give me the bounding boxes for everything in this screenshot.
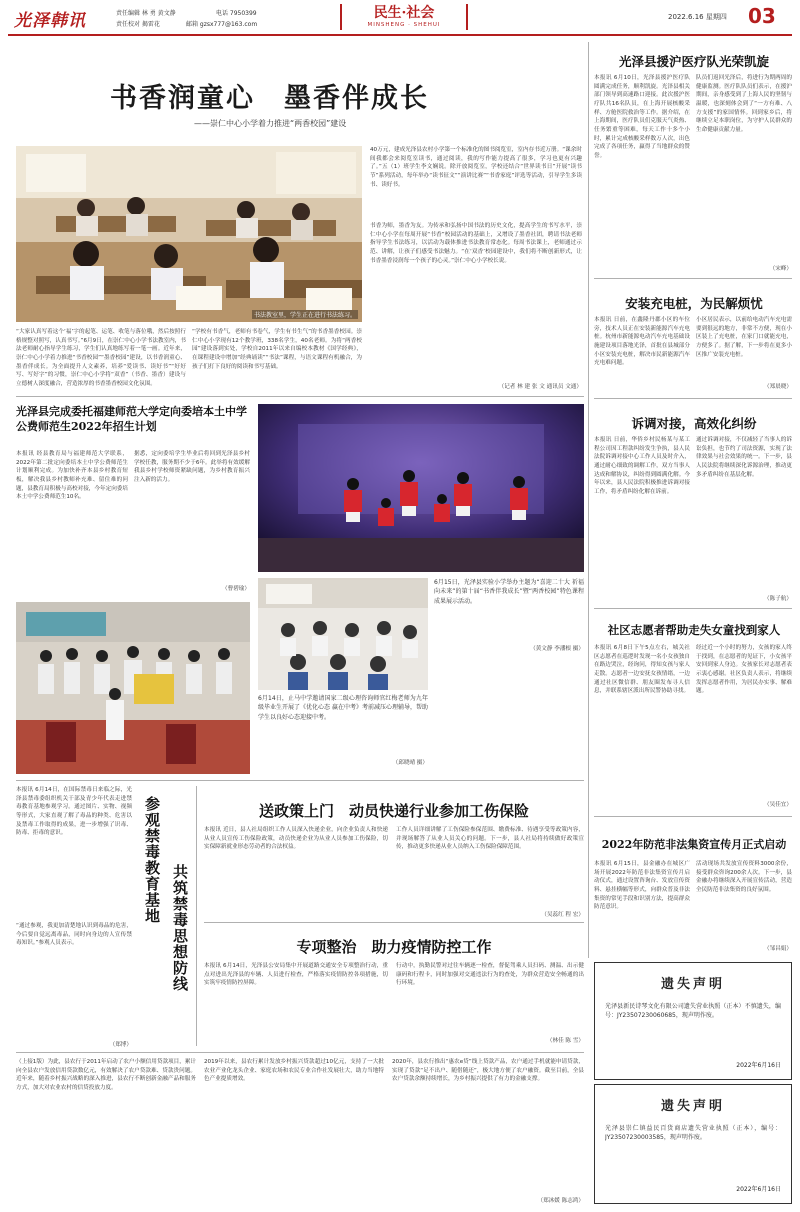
stage-caption-1-byline: （邱晓晴 摄）	[392, 760, 428, 766]
charger-col-1: 本报讯 日前，在鑫隆丹郡小区的车位旁，技术人员正在安装新能源汽车充电桩。杭州市新能源电动汽车充电基础设施建设项目落地光泽，首批在县城部分小区安装充电桩，解决市民新能源汽车充电难问题。	[594, 317, 690, 367]
lead-col-2: “学校有书香气，老师有书卷气，学生有书生气”的书香墨香校园。崇仁中心小学现有12个教学班，338名学生，40名老师。为将“两香校园”建设落到实处，学校自2011年以来自编校本教材《国学经典》，在课程建设中增加“经典诵读”“书法”课程，与语文课程有机融合，为孩子们打下良好的阅读和书写基础。	[192, 329, 362, 370]
economy-col-2: 2019年以来，县农行累计发放乡村振兴贷款超过10亿元，支持了一大批农业产业化龙头企业、家庭农场和农民专业合作社发展壮大，助力当地特色产业提质增效。	[204, 1059, 384, 1083]
classroom-photo	[16, 602, 250, 774]
scam-col-2: 活动现场共发放宣传资料3000余份，接受群众咨询200余人次。下一步，县金融办将继续深入开展宣传活动，营造全民防范非法集资的良好氛围。	[696, 861, 792, 893]
section-title: 民生·社会	[373, 5, 435, 21]
lost-notice-1-title: 遗失声明	[660, 977, 725, 992]
drugs-col-1: 本报讯 6月14日，在国际禁毒日来临之际，光泽县禁毒委组织机关干部及青少年代表走进禁毒教育基地参观学习。通过图片、实物、视频等形式，大家直观了解了毒品的种类、危害以及禁毒工作取得的成果，进一步增强了识毒、防毒、拒毒的意识。	[16, 787, 132, 837]
epidemic-col-1: 本报讯 6月14日，光泽县公安局集中开展道路交通安全专项整治行动，重点对进出光泽县的车辆、人员进行检查，严格落实疫情防控各项措施，切实筑牢疫情防控屏障。	[204, 963, 388, 987]
economy-col-3: 2020年，县农行推出“惠农e贷”线上贷款产品，农户通过手机就能申请贷款，实现了贷款“足不出户、随借随还”，极大地方便了农户融资。截至目前，全县农户贷款余额持续增长，为乡村振兴提供了有力的金融支撑。	[392, 1059, 584, 1083]
divider-delivery	[204, 922, 584, 923]
drugs-title-1: 参观禁毒教育基地	[143, 796, 161, 924]
volunteer-col-2: 经过近一个小时的努力，女孩的家人终于找到，在志愿者的见证下，小女孩平安回到家人身边。女孩家长对志愿者表示衷心感谢。社区负责人表示，将继续发挥志愿者作用，为居民办实事、解难题。	[696, 645, 792, 695]
lead-subtitle: ——崇仁中心小学着力推进“两香校园”建设	[194, 119, 347, 128]
delivery-byline: （吴蕊红 程 宏）	[541, 912, 584, 918]
volunteer-byline: （吴佳宜）	[764, 802, 792, 808]
volunteer-title: 社区志愿者帮助走失女童找到家人	[607, 623, 781, 637]
stage-caption-1: 6月14日，止马中学邀请国家二级心理咨询师官红梅老师为九年级毕业生开展了《优化心态 赢在中考》考前减压心理辅导，帮助学生以良好心态迎接中考。	[258, 695, 428, 721]
section-banner	[340, 4, 468, 30]
lead-title: 书香润童心 墨香伴成长	[110, 83, 429, 114]
email-line: 邮箱 gzsx777@163.com	[186, 21, 258, 28]
dispute-col-1: 本报讯 日前，华侨乡村民杨某与某工程公司因工程款纠纷发生争执，县人民法院诉调对接中心工作人员及时介入，通过耐心细致的调解工作，双方当事人达成和解协议，纠纷得到圆满化解。今年以来，县人民法院积极推进诉调对接工作，将矛盾纠纷化解在诉前。	[594, 437, 690, 495]
scam-byline: （邹昌娟）	[764, 946, 792, 952]
lost-notice-2-body: 光泽县崇仁镇益民百货商店遗失营业执照（正本），编号：JY23507230003585，现声明作废。	[605, 1125, 781, 1142]
aid-col-2: 队员们返回光泽后，将进行为期两周的健康监测。医疗队队员们表示，在援沪期间，亲身感受到了上海人民的坚韧与温暖，也深刻体会到了“一方有难、八方支援”的家国情怀。回到家乡后，将继续立足本职岗位，为守护人民群众的生命健康贡献力量。	[696, 75, 792, 133]
charger-byline: （郑晨晓）	[764, 384, 792, 390]
delivery-title: 送政策上门 动员快递行业参加工伤保险	[258, 802, 529, 820]
delivery-col-2: 工作人员详细讲解了工伤保险参保范围、缴费标准、待遇享受等政策内容，并现场解答了从业人员关心的问题。下一步，县人社局将持续做好政策宣传，推动更多快递从业人员纳入工伤保险保障范围。	[396, 827, 584, 851]
teacher-col-1: 本报讯 经县教育局与福建师范大学联系，2022年第二批定向委培本土中学公费师范生计划顺利完成。为加快补齐本县乡村教育短板，解决我县乡村教师补充难、留住难的问题，县教育局积极与高校对接，今年定向委培本土中学公费师范生10名。	[16, 451, 128, 501]
drugs-title-2: 共筑禁毒思想防线	[171, 864, 189, 992]
drugs-byline: （郑博）	[109, 1042, 132, 1048]
aid-byline: （宋峰）	[769, 266, 792, 272]
divider-dispute	[594, 608, 792, 609]
aid-col-1: 本报讯 6月10日，光泽县援沪医疗队圆满完成任务，顺利凯旋。光泽县相关部门领导到高速路口迎接。此次援沪医疗队共16名队员，在上海开展核酸采样、方舱医院救治等工作。据介绍，在上海期间，医疗队员们克服天气炎热、任务繁重等困难，每天工作十多个小时，累计完成核酸采样数万人次，出色完成了各项任务，赢得了当地群众的赞誉。	[594, 75, 690, 159]
epidemic-byline: （林佳 陈 雪）	[546, 1038, 584, 1044]
lost-notice-1	[594, 962, 792, 1080]
lead-col-1: “大家认真写着这个‘福’字的起笔、运笔、收笔与落位哦，然后按照行格规整对照写，认真书写。”6月9日，在崇仁中心小学书法教室内，书法老师耐心指导学生练习，学生们认真地练写着一笔一画。近年来，崇仁中心小学着力推进“书香校园”“墨香校园”建设，以书香润童心、墨香伴成长。为全面提升人文素养，培养“爱读书、读好书”“好好写、写好字”的习惯，崇仁中心小学将“双香”（书香、墨香）建设与立德树人深度融合，营造浓厚的书香墨香校园文化氛围。	[16, 329, 186, 387]
section-pinyin: MINSHENG · SHEHUI	[367, 22, 441, 28]
teacher-col-2: 据悉，定向委培学生毕业后将回到光泽县乡村学校任教，服务期不少于6年。此举将有效缓解我县乡村学校师资紧缺问题，为乡村教育振兴注入新的活力。	[134, 451, 250, 483]
economy-col-1: （上接1版）为此，县农行于2011年启动了农户小额信用贷款项目，累计向全县农户发放信用贷款数亿元，有效解决了农户贷款难、贷款贵问题。近年来，随着乡村振兴战略的深入推进，县农行不断创新金融产品和服务方式，加大对农业农村的信贷投放力度。	[16, 1059, 196, 1091]
stage-photo	[258, 404, 584, 572]
editor-line: 责任编辑 林 勇 黄文静	[116, 10, 176, 17]
stage-caption-2: 6月15日，光泽县实验小学举办主题为“喜迎二十大 祈福向未来”的第十届“书香伴我成长”暨“两香校园”特色课程成果展示活动。	[434, 579, 584, 605]
economy-byline: （郑沐媛 陈志鸿）	[537, 1198, 584, 1204]
divider-middle-bottom	[16, 780, 584, 781]
delivery-col-1: 本报讯 近日，县人社局组织工作人员深入快递企业，向企业负责人和快递从业人员宣传工伤保险政策，动员快递企业为从业人员参加工伤保险，切实保障新就业形态劳动者的合法权益。	[204, 827, 388, 851]
lost-notice-2-title: 遗失声明	[660, 1099, 725, 1114]
lead-col-3: 40万元，建成光泽县农村小学第一个标准化的图书阅览室，室内存书近万册。“课余时间我都会来阅览室读书，通过阅读，我的写作能力提高了很多，学习也更有兴趣了。”五（1）班学生李文娴说。除开放阅览室，学校还结合“世界读书日”开展“读书节”系列活动，每年举办“读书征文”“演讲比赛”“书香家庭”评选等活动，引导学生多读书、读好书。	[370, 147, 582, 188]
divider-lower	[16, 1052, 584, 1053]
divider-charger	[594, 398, 792, 399]
masthead-rule	[8, 34, 792, 36]
dispute-byline: （陈子航）	[764, 596, 792, 602]
lead-photo-caption: 书法教室里，学生正在进行书法练习。	[253, 312, 356, 319]
teacher-title: 光泽县完成委托福建师范大学定向委培本土中学公费师范生2022年招生计划	[16, 405, 247, 434]
lost-notice-1-date: 2022年6月16日	[736, 1062, 781, 1069]
lost-notice-2-date: 2022年6月16日	[736, 1186, 781, 1193]
lead-col-4: 书香为师，墨香为友。为传承和弘扬中国书法的历史文化，提高学生的书写水平，崇仁中心小学在每周开展“书香”校园活动的基础上，又增设了墨香社团，聘请书法老师指导学生书法练习，以活动为载体推进书法教育常态化。每周书法课上，老师通过示范、讲解，让孩子们感受书法魅力。“在‘双香’校园建设中，我们将不断创新形式，让书香墨香浸润每一个孩子的心灵。”崇仁中心小学校长说。	[370, 223, 582, 264]
page-number: 03	[748, 4, 776, 28]
divider-aid	[594, 278, 792, 279]
lost-notice-2	[594, 1084, 792, 1204]
masthead-logo: 光泽韩讯	[14, 11, 86, 31]
teacher-byline: （曹碧瑜）	[222, 586, 250, 592]
divider-right-col	[588, 42, 589, 958]
aid-title: 光泽县援沪医疗队光荣凯旋	[618, 54, 769, 69]
divider-drugs	[196, 786, 197, 1046]
lead-byline: （记者 林 建 张 文 通讯员 文通）	[498, 384, 582, 390]
reviewer-line: 责任校对 揭雷花	[116, 21, 160, 28]
drugs-col-2: “通过参观，我更加清楚地认识到毒品的危害，今后要自觉远离毒品，同时向身边的人宣传禁毒知识。”参观人员表示。	[16, 923, 132, 947]
charger-col-2: 小区居民表示，以前给电动汽车充电需要到很远的地方，非常不方便，现在小区装上了充电桩，在家门口就能充电，方便多了。据了解，下一步将在更多小区推广安装充电桩。	[696, 317, 792, 358]
divider-lead-bottom	[16, 396, 584, 397]
lost-notice-1-body: 光泽县新民诗琴文化有限公司遗失营业执照（正本）不慎遗失，编号：JY23507230060685，现声明作废。	[605, 1003, 781, 1020]
masthead	[0, 0, 800, 34]
counseling-photo	[258, 578, 428, 690]
epidemic-col-2: 行动中，执勤民警对过往车辆逐一检查，督促驾乘人员扫码、测温、出示健康码和行程卡，同时加强对交通违法行为的查处，为群众营造安全畅通的出行环境。	[396, 963, 584, 987]
dispute-title: 诉调对接，高效化纠纷	[631, 416, 757, 431]
charger-title: 安装充电桩，为民解烦忧	[625, 296, 763, 311]
volunteer-col-1: 本报讯 6月8日下午5点左右，城关社区志愿者在巡逻时发现一名小女孩独自在路边哭泣，经询问，得知女孩与家人走散。志愿者一边安抚女孩情绪，一边通过社区微信群、朋友圈发布寻人信息，并联系辖区派出所民警协助寻找。	[594, 645, 690, 695]
dispute-col-2: 通过诉调对接，不仅减轻了当事人的诉讼负担，也节约了司法资源，实现了法律效果与社会效果的统一。下一步，县人民法院将继续深化诉源治理，推动更多矛盾纠纷在基层化解。	[696, 437, 792, 478]
issue-date: 2022.6.16 星期四	[668, 13, 727, 21]
scam-title: 2022年防范非法集资宣传月正式启动	[601, 838, 787, 851]
divider-volunteer	[594, 816, 792, 817]
scam-col-1: 本报讯 6月15日，县金融办在城区广场开展2022年防范非法集资宣传月启动仪式，通过设置咨询台、发放宣传资料、悬挂横幅等形式，向群众普及非法集资的常见手段和识别方法，提高群众防范意识。	[594, 861, 690, 911]
lead-photo	[16, 146, 362, 322]
epidemic-title: 专项整治 助力疫情防控工作	[296, 938, 492, 956]
phone-line: 电话 7950399	[216, 10, 257, 17]
stage-caption-2-byline: （黄文静 李潘根 摄）	[530, 646, 584, 652]
